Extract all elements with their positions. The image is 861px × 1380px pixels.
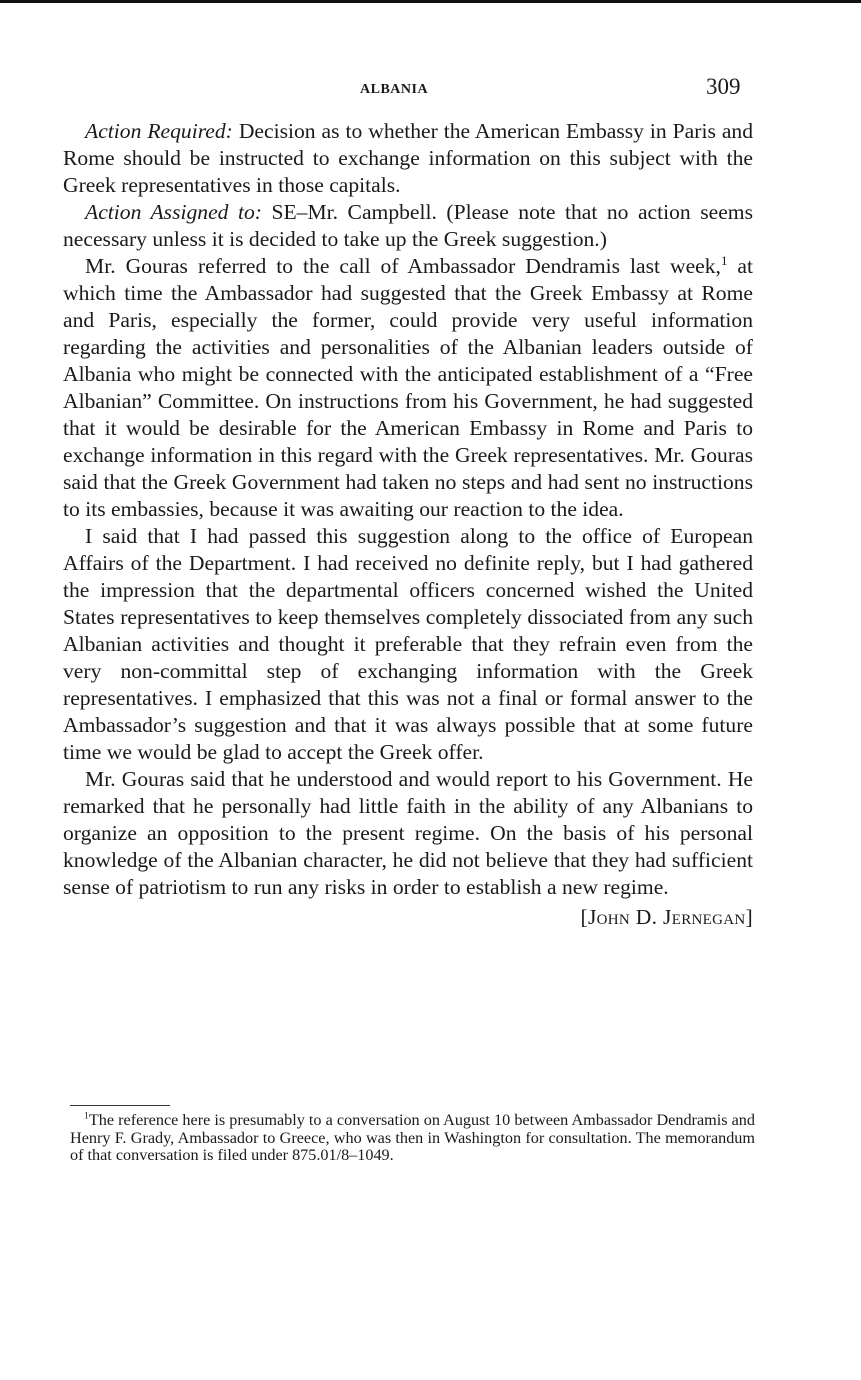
action-required-text: Decision as to whether the American Embassy in Paris and Rome should be instructed to exchange information on this subject with the Greek representatives in those capitals.	[63, 119, 753, 197]
action-assigned-label: Action Assigned to:	[85, 200, 262, 224]
action-assigned-paragraph	[63, 199, 753, 253]
footnote-divider	[70, 1105, 170, 1106]
page-number: 309	[706, 74, 741, 99]
paragraph-text: at which time the Ambassador had suggested that the Greek Embassy at Rome and Paris, especially the former, could provide very useful information regarding the activities and personalities of the Albanian leaders outside of Albania who might be connected with the anticipated establishment of a “Free Albanian” Committee. On instructions from his Government, he had suggested that it would be desirable for the American Embassy in Rome and Paris to exchange information in this regard with the Greek representatives. Mr. Gouras said that the Greek Government had taken no steps and had sent no instructions to its embassies, because it was awaiting our reaction to the idea.	[63, 254, 753, 521]
footnote-mark: 1	[84, 1110, 89, 1122]
page-header	[0, 74, 861, 104]
paragraph-department-reply: I said that I had passed this suggestion along to the office of European Affairs of the Department. I had received no definite reply, but I had gathered the impression that the departmental officers concerned wished the United States representatives to keep themselves completely dissociated from any such Albanian activities and thought it preferable that they refrain even from the very non-committal step of exchanging information with the Greek representatives. I emphasized that this was not a final or formal answer to the Ambassador’s suggestion and that it was always possible that at some future time we would be glad to accept the Greek offer.	[63, 524, 753, 764]
action-required-label: Action Required:	[85, 119, 233, 143]
paragraph-text: Mr. Gouras referred to the call of Ambassador Dendramis last week,	[85, 254, 721, 278]
footnote-text: The reference here is presumably to a conversation on August 10 between Ambassador Dendramis and Henry F. Grady, Ambassador to Greece, who was then in Washington for consultation. The memorandum of that conversation is filed under 875.01/8–1049.	[70, 1111, 755, 1164]
action-required-paragraph	[63, 118, 753, 199]
body-text	[63, 118, 753, 931]
footnote-paragraph	[70, 1112, 755, 1165]
action-assigned-text: SE–Mr. Campbell. (Please note that no action seems necessary unless it is decided to take up the Greek suggestion.)	[63, 200, 753, 251]
footnote	[70, 1112, 755, 1165]
running-head: ALBANIA	[360, 82, 429, 97]
paragraph-gouras-call	[63, 253, 753, 523]
signature: [John D. Jernegan]	[580, 905, 753, 929]
paragraph-gouras-response: Mr. Gouras said that he understood and would report to his Government. He remarked that he personally had little faith in the ability of any Albanians to organize an opposition to the present regime. On the basis of his personal knowledge of the Albanian character, he did not believe that they had sufficient sense of patriotism to run any risks in order to establish a new regime.	[63, 767, 753, 899]
footnote-reference: 1	[720, 252, 728, 268]
top-border-line	[0, 0, 861, 3]
